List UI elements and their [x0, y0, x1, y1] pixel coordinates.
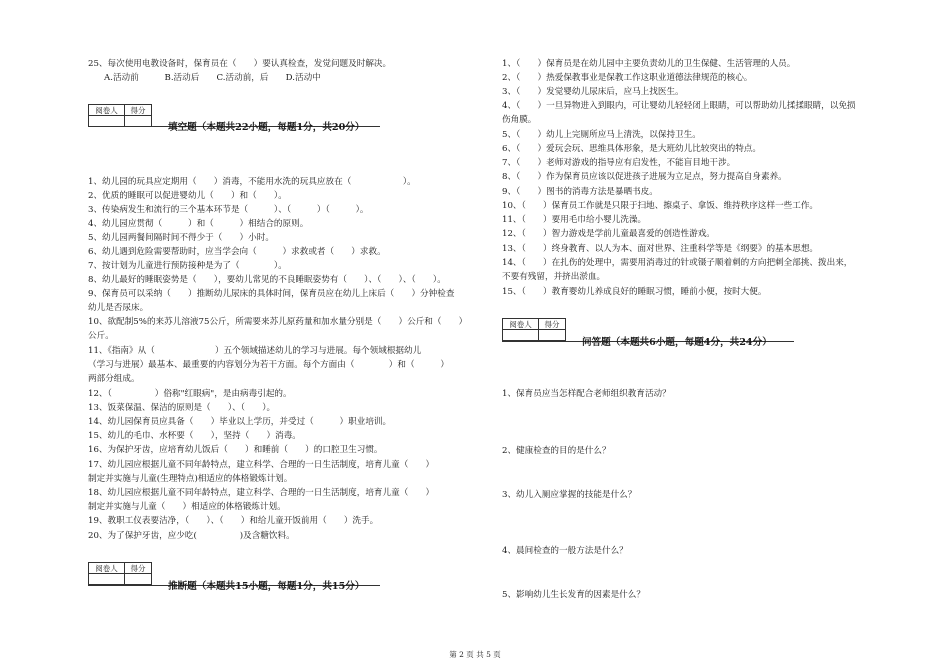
fill-line: 公斤。: [88, 331, 114, 341]
judge-line: 7、（ ）老师对游戏的指导应有启发性，不能盲目地干涉。: [502, 158, 736, 168]
fill-line: 7、按计划为儿童进行预防接种是为了（ ）。: [88, 261, 287, 271]
fill-line: 17、幼儿园应根据儿童不同年龄特点，建立科学、合理的一日生活制度，培育儿童（ ）: [88, 460, 435, 470]
reviewer-label: 阅卷人: [89, 563, 125, 574]
fill-line: 1、幼儿园的玩具应定期用（ ）消毒，不能用水洗的玩具应放在（ ）。: [88, 177, 416, 187]
judge-line: 2、（ ）热爱保教事业是保教工作这职业道德法律规范的核心。: [502, 73, 753, 83]
fill-line: 13、饭菜保温、保洁的原则是（ ）、（ ）。: [88, 403, 276, 413]
judge-line: 14、（ ）在扎伤的处理中，需要用消毒过的针或镊子顺着刺的方向把刺全部挑、拨出来，: [502, 258, 853, 268]
judge-line: 不要有残留，并挤出淤血。: [502, 272, 606, 282]
judge-line: 13、（ ）终身教育、以人为本、面对世界、注重科学等是《纲要》的基本思想。: [502, 244, 819, 254]
fill-line: 5、幼儿园两餐间隔时间不得少于（ ）小时。: [88, 233, 274, 243]
fill-line: 3、传染病发生和流行的三个基本环节是（ ）、（ ）（ ）。: [88, 205, 369, 215]
score-blank: [89, 574, 125, 585]
page-footer: 第 2 页 共 5 页: [449, 650, 501, 659]
judge-line: 6、（ ）爱玩会玩、思维具体形象，是大班幼儿比较突出的特点。: [502, 144, 761, 154]
judge-line: 3、（ ）发觉婴幼儿尿床后，应马上找医生。: [502, 87, 684, 97]
judge-line: 8、（ ）作为保育员应该以促进孩子进展为立足点，努力提高自身素养。: [502, 172, 787, 182]
judge-line: 伤角膜。: [502, 115, 537, 125]
score-label: 得分: [125, 105, 151, 116]
fill-line: 制定并实施与儿童(生理特点)相适应的体格锻炼计划。: [88, 474, 293, 484]
reviewer-label: 阅卷人: [89, 105, 125, 116]
fill-line: 12、（ ）俗称"红眼病"，是由病毒引起的。: [88, 389, 292, 399]
fill-line: 4、幼儿园应贯彻（ ）和（ ）相结合的原则。: [88, 219, 309, 229]
score-table-judge: [88, 562, 152, 585]
qa-section-title: 问答题（本题共6小题，每题4分，共24分）: [582, 337, 772, 348]
judge-line: 11、（ ）要用毛巾给小婴儿洗澡。: [502, 215, 647, 225]
judge-line: 1、（ ）保育员是在幼儿园中主要负责幼儿的卫生保健、生活管理的人员。: [502, 59, 796, 69]
qa-question: 5、影响幼儿生长发育的因素是什么？: [502, 590, 645, 600]
fill-line: 两部分组成。: [88, 374, 140, 384]
fill-line: 6、幼儿遇到危险需要帮助时，应当学会向（ ）求救或者（ ）求救。: [88, 247, 386, 257]
qa-question: 3、幼儿入厕应掌握的技能是什么？: [502, 490, 637, 500]
judge-line: 15、（ ）教育婴幼儿养成良好的睡眠习惯，睡前小便，按时大便。: [502, 287, 767, 297]
fill-line: （学习与进展）最基本、最重要的内容划分为若干方面。每个方面由（ ）和（ ）: [88, 360, 449, 370]
fill-line: 20、为了保护牙齿，应少吃( )及含糖饮料。: [88, 531, 295, 541]
fill-line: 15、幼儿的毛巾、水杯要（ ），坚持（ ）消毒。: [88, 431, 301, 441]
fill-line: 11、《指南》从（ ）五个领域描述幼儿的学习与进展。每个领域根据幼儿: [88, 346, 422, 356]
question-25-options: A.活动前 B.活动后 C.活动前，后 D.活动中: [104, 73, 321, 83]
score-blank: [503, 330, 539, 341]
qa-question: 2、健康检查的目的是什么？: [502, 446, 611, 456]
fill-line: 16、为保护牙齿，应培育幼儿饭后（ ）和睡前（ ）的口腔卫生习惯。: [88, 445, 383, 455]
fill-line: 10、欲配制5%的来苏儿溶液75公斤，所需要来苏儿原药量和加水量分别是（ ）公斤和（ ）: [88, 317, 468, 327]
fill-line: 18、幼儿园应根据儿童不同年龄特点，建立科学、合理的一日生活制度，培育儿童（ ）: [88, 488, 435, 498]
judge-line: 9、（ ）图书的消毒方法是暴晒书皮。: [502, 187, 658, 197]
judge-line: 12、（ ）智力游戏是学前儿童最喜爱的创造性游戏。: [502, 229, 715, 239]
judge-line: 10、（ ）保育员工作就是只限于扫地、擦桌子、拿饭、维持秩序这样一些工作。: [502, 201, 819, 211]
score-label: 得分: [539, 319, 565, 330]
judge-line: 4、（ ）一旦异物进入到眼内，可让婴幼儿轻轻闭上眼睛，可以帮助幼儿揉揉眼睛，以免损: [502, 101, 856, 111]
fill-line: 14、幼儿园保育员应具备（ ）毕业以上学历，并受过（ ）职业培训。: [88, 417, 392, 427]
score-table-fill: [88, 104, 152, 127]
fill-line: 9、保育员可以采纳（ ）推断幼儿尿床的具体时间，保育员应在幼儿上床后（ ）分钟检查: [88, 289, 455, 299]
fill-line: 8、幼儿最好的睡眠姿势是（ ），要幼儿常见的不良睡眠姿势有（ ）、（ ）、（ ）。: [88, 275, 446, 285]
judge-section-title: 推断题（本题共15小题，每题1分，共15分）: [168, 581, 365, 592]
judge-line: 5、（ ）幼儿上完厕所应马上清洗，以保持卫生。: [502, 130, 701, 140]
qa-question: 1、保育员应当怎样配合老师组织教育活动？: [502, 389, 671, 399]
question-25: 25、每次使用电教设备时，保育员在（ ）要认真检查，发觉问题及时解决。: [88, 59, 392, 69]
fill-line: 幼儿是否尿床。: [88, 303, 149, 313]
fill-line: 19、教职工仪表要洁净，（ ）、（ ）和给儿童开饭前用（ ）洗手。: [88, 516, 379, 526]
qa-question: 4、晨间检查的一般方法是什么？: [502, 546, 628, 556]
fill-section-title: 填空题（本题共22小题，每题1分，共20分）: [168, 122, 365, 133]
fill-line: 制定并实施与儿童（ ）相适应的体格锻炼计划。: [88, 502, 286, 512]
score-label: 得分: [125, 563, 151, 574]
reviewer-label: 阅卷人: [503, 319, 539, 330]
score-table-qa: [502, 318, 566, 341]
fill-line: 2、优质的睡眠可以促进婴幼儿（ ）和（ ）。: [88, 191, 287, 201]
